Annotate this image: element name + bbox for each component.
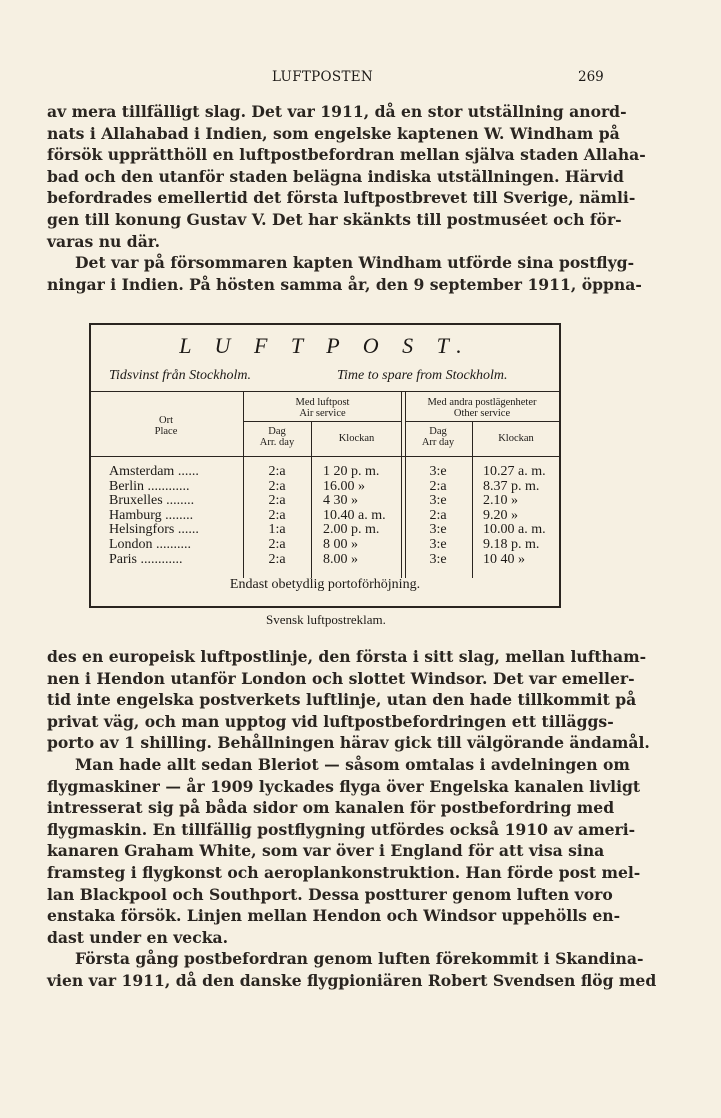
page-number: 269: [578, 69, 604, 85]
cell-air-time: 1 20 p. m.: [323, 464, 380, 479]
text-line: flygmaskin. En tillfällig postflygning utfördes också 1910 av ameri-: [47, 819, 636, 839]
cell-other-day: 3:e: [429, 464, 447, 479]
text-line: Man hade allt sedan Bleriot — såsom omtalas i avdelningen om: [75, 754, 630, 774]
divider: [244, 421, 401, 422]
cell-place: London ..........: [109, 537, 192, 552]
divider: [91, 391, 559, 392]
table-footer: Endast obetydlig portoförhöjning.: [229, 577, 421, 592]
subtitle-english: Time to spare from Stockholm.: [337, 368, 508, 383]
text-line: lan Blackpool och Southport. Dessa postturer genom luften voro: [47, 884, 613, 904]
text-line: kanaren Graham White, som var över i England för att visa sina: [47, 841, 605, 861]
cell-other-time: 10.00 a. m.: [483, 522, 546, 538]
cell-air-time: 16.00 »: [323, 478, 365, 494]
text-line: tid inte engelska postverkets luftlinje, utan den hade tillkommit på: [47, 690, 637, 710]
group-header-other: Med andra postlägenheter Other service: [427, 397, 537, 419]
figure-caption: Svensk luftpostreklam.: [266, 612, 386, 627]
cell-air-day: 2:a: [268, 537, 286, 552]
cell-other-day: 3:e: [429, 522, 447, 538]
text-line: ningar i Indien. På hösten samma år, den 9 september 1911, öppna-: [47, 274, 642, 294]
table-row: [91, 465, 559, 480]
paragraph-block-2: [47, 646, 657, 992]
cell-other-time: 9.20 »: [483, 507, 518, 523]
text-line: des en europeisk luftpostlinje, den första i sitt slag, mellan luftham-: [47, 647, 647, 666]
table-row: [91, 553, 559, 568]
table-row: [91, 494, 559, 509]
luftpost-table: [89, 323, 561, 608]
cell-place: Hamburg ........: [109, 507, 194, 523]
text-line: nats i Allahabad i Indien, som engelske kaptenen W. Windham på: [47, 123, 620, 143]
text-line: varas nu där.: [47, 231, 161, 251]
text-line: försök upprätthöll en luftpostbefordran mellan själva staden Allaha-: [47, 145, 646, 165]
text-line: gen till konung Gustav V. Det har skänkts till postmuséet och för-: [47, 209, 622, 229]
col-header-air-day: Dag Arr. day: [259, 426, 295, 448]
group-header-air: Med luftpost Air service: [295, 397, 350, 419]
text-line: nen i Hendon utanför London och slottet Windsor. Det var emeller-: [47, 668, 635, 688]
text-line: intresserat sig på båda sidor om kanalen för postbefordring med: [47, 798, 615, 818]
cell-other-time: 10 40 »: [483, 551, 525, 567]
cell-air-day: 2:a: [268, 551, 286, 567]
cell-other-day: 3:e: [429, 551, 447, 567]
text-line: framsteg i flygkonst och aeroplankonstruktion. Han förde post mel-: [47, 862, 641, 882]
cell-air-time: 10.40 a. m.: [323, 507, 386, 523]
cell-other-day: 2:a: [429, 507, 447, 523]
text-line: Det var på försommaren kapten Windham utförde sina postflyg-: [75, 253, 635, 273]
text-line: Första gång postbefordran genom luften förekommit i Skandina-: [75, 949, 644, 969]
col-header-air-time: Klockan: [338, 433, 375, 444]
col-header-other-time: Klockan: [498, 433, 534, 444]
subtitle-swedish: Tidsvinst från Stockholm.: [109, 368, 251, 383]
text-line: flygmaskiner — år 1909 lyckades flyga över Engelska kanalen livligt: [47, 776, 641, 796]
text-line: porto av 1 shilling. Behållningen härav gick till välgörande ändamål.: [47, 733, 650, 753]
cell-air-time: 8.00 »: [323, 551, 358, 567]
paragraph-block-1: [47, 101, 646, 295]
cell-other-day: 2:a: [429, 478, 447, 494]
cell-place: Bruxelles ........: [109, 493, 195, 509]
table-title: L U F T P O S T.: [179, 333, 471, 358]
text-line: av mera tillfälligt slag. Det var 1911, då en stor utställning anord-: [47, 102, 627, 121]
text-line: befordrades emellertid det första luftpostbrevet till Sverige, nämli-: [47, 188, 636, 208]
cell-other-time: 9.18 p. m.: [483, 537, 540, 552]
running-title: LUFTPOSTEN: [272, 69, 374, 85]
divider: [91, 456, 559, 457]
table-row: [91, 480, 559, 495]
table-row: [91, 538, 559, 553]
cell-air-day: 2:a: [268, 464, 286, 479]
col-header-other-day: Dag Arr day: [421, 426, 455, 448]
cell-air-time: 4 30 »: [323, 493, 358, 509]
cell-other-time: 8.37 p. m.: [483, 478, 540, 494]
cell-place: Berlin ............: [109, 478, 190, 494]
col-header-place: Ort Place: [154, 415, 178, 437]
cell-air-day: 2:a: [268, 478, 286, 494]
cell-place: Helsingfors ......: [109, 522, 199, 538]
text-line: vien var 1911, då den danske flygpioniären Robert Svendsen flög med: [47, 970, 657, 990]
text-line: enstaka försök. Linjen mellan Hendon och Windsor uppehölls en-: [47, 906, 621, 926]
cell-other-day: 3:e: [429, 537, 447, 552]
table-row: [91, 523, 559, 538]
cell-place: Amsterdam ......: [109, 464, 199, 479]
cell-air-day: 2:a: [268, 507, 286, 523]
cell-air-time: 8 00 »: [323, 537, 358, 552]
cell-other-day: 3:e: [429, 493, 447, 509]
table-row: [91, 509, 559, 524]
cell-air-day: 2:a: [268, 493, 286, 509]
cell-other-time: 2.10 »: [483, 493, 518, 509]
cell-air-time: 2.00 p. m.: [323, 522, 380, 538]
cell-other-time: 10.27 a. m.: [483, 464, 546, 479]
text-line: privat väg, och man upptog vid luftpostbefordringen ett tilläggs-: [47, 711, 614, 731]
text-line: bad och den utanför staden belägna indiska utställningen. Härvid: [47, 166, 624, 186]
text-line: dast under en vecka.: [47, 927, 229, 947]
cell-air-day: 1:a: [268, 522, 286, 538]
cell-place: Paris ............: [109, 551, 183, 567]
divider: [405, 421, 559, 422]
